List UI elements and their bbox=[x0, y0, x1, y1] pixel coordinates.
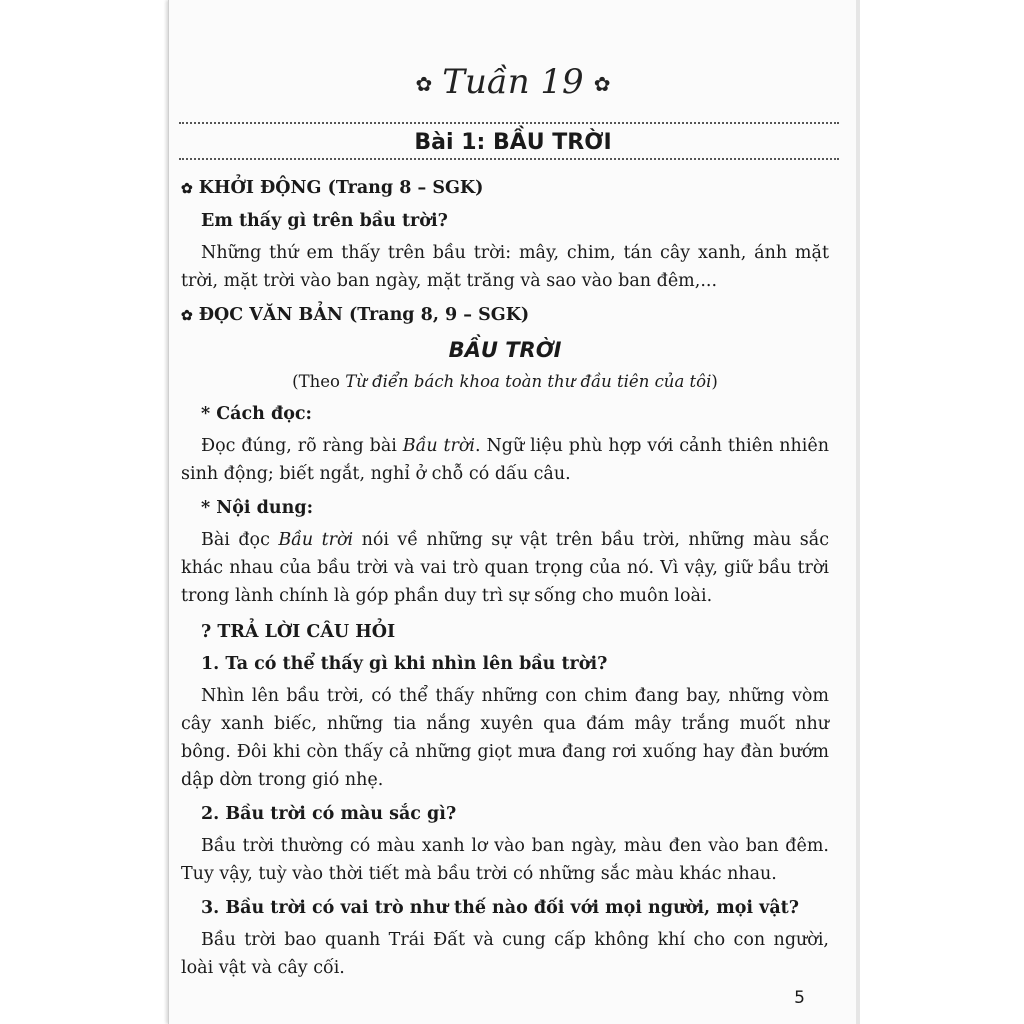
flower-icon: ✿ bbox=[181, 308, 193, 324]
lesson-title: Bài 1: BẦU TRỜI bbox=[414, 130, 612, 155]
question-3: 3. Bầu trời có vai trò như thế nào đối với mọi người, mọi vật? bbox=[201, 898, 800, 918]
reading-text-title: BẦU TRỜI bbox=[448, 338, 562, 362]
section-heading-warmup: ✿ KHỞI ĐỘNG (Trang 8 – SGK) bbox=[181, 178, 484, 198]
page-content bbox=[181, 172, 829, 988]
divider-bottom bbox=[179, 158, 839, 160]
reading-source: (Theo Từ điển bách khoa toàn thư đầu tiên của tôi) bbox=[292, 372, 718, 391]
page-number: 5 bbox=[794, 988, 805, 1008]
book-spine bbox=[856, 0, 860, 1024]
week-title bbox=[169, 62, 857, 102]
divider-top bbox=[179, 122, 839, 124]
how-to-read-label: * Cách đọc: bbox=[201, 404, 313, 424]
warmup-answer: Những thứ em thấy trên bầu trời: mây, chim, tán cây xanh, ánh mặt trời, mặt trời vào ban ngày, mặt trăng và sao vào ban đêm,... bbox=[181, 243, 829, 291]
week-title-text: Tuần 19 bbox=[442, 62, 584, 102]
question-1: 1. Ta có thể thấy gì khi nhìn lên bầu trời? bbox=[201, 654, 608, 674]
flower-icon: ✿ bbox=[181, 181, 193, 197]
section-heading-reading: ✿ ĐỌC VĂN BẢN (Trang 8, 9 – SGK) bbox=[181, 305, 530, 325]
flower-icon: ✿ bbox=[593, 72, 611, 96]
content-text: Bài đọc Bầu trời nói về những sự vật trên bầu trời, những màu sắc khác nhau của bầu trời và vai trò quan trọng của nó. Vì vậy, giữ bầu trời trong lành chính là góp phần duy trì sự sống cho muôn loài. bbox=[181, 530, 829, 606]
warmup-question: Em thấy gì trên bầu trời? bbox=[201, 211, 448, 231]
section-heading-answers: ? TRẢ LỜI CÂU HỎI bbox=[201, 622, 396, 642]
answer-3: Bầu trời bao quanh Trái Đất và cung cấp không khí cho con người, loài vật và cây cối. bbox=[181, 930, 829, 978]
answer-1: Nhìn lên bầu trời, có thể thấy những con chim đang bay, những vòm cây xanh biếc, những tia nắng xuyên qua đám mây trắng muốt như bông. Đôi khi còn thấy cả những giọt mưa đang rơi xuống hay đàn bướm dập dờn trong gió nhẹ. bbox=[181, 686, 829, 790]
book-page bbox=[168, 0, 857, 1024]
answer-2: Bầu trời thường có màu xanh lơ vào ban ngày, màu đen vào ban đêm. Tuy vậy, tuỳ vào thời tiết mà bầu trời có những sắc màu khác nhau. bbox=[181, 836, 829, 884]
question-2: 2. Bầu trời có màu sắc gì? bbox=[201, 804, 457, 824]
content-label: * Nội dung: bbox=[201, 498, 314, 518]
scan-margin-left bbox=[0, 0, 168, 1024]
flower-icon: ✿ bbox=[415, 72, 433, 96]
how-to-read-text: Đọc đúng, rõ ràng bài Bầu trời. Ngữ liệu phù hợp với cảnh thiên nhiên sinh động; biết ngắt, nghỉ ở chỗ có dấu câu. bbox=[181, 436, 830, 484]
